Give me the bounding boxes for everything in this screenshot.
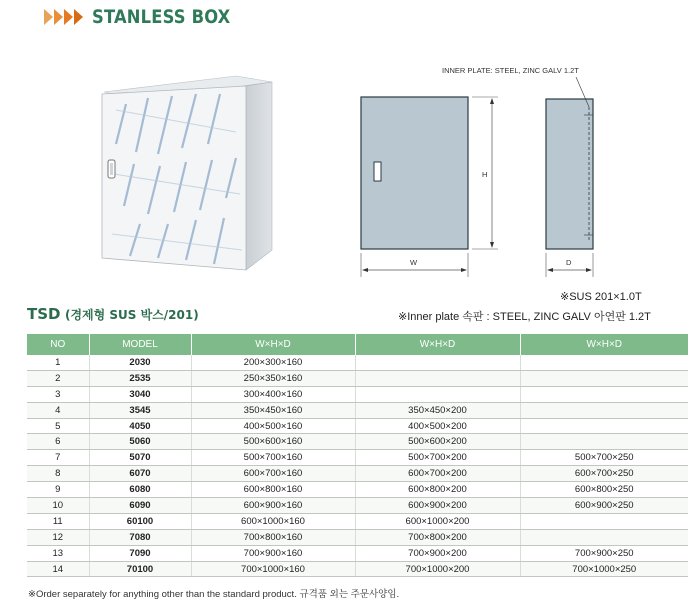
cell-model: 7090 (89, 545, 191, 561)
cell-no: 4 (27, 402, 89, 418)
cell-model: 4050 (89, 418, 191, 434)
cell-model: 7080 (89, 529, 191, 545)
cell-size-160: 350×450×160 (191, 402, 355, 418)
cell-size-250: 600×700×250 (520, 466, 688, 482)
cell-size-160: 400×500×160 (191, 418, 355, 434)
page-title: STANLESS BOX (92, 6, 231, 28)
cell-size-160: 500×600×160 (191, 434, 355, 450)
cell-size-250 (520, 434, 688, 450)
table-row (27, 418, 688, 434)
cell-size-250 (520, 513, 688, 529)
table-row (27, 529, 688, 545)
cell-size-200: 700×800×200 (355, 529, 520, 545)
cell-size-160: 250×350×160 (191, 370, 355, 386)
page-header (44, 4, 253, 30)
cell-size-200: 700×1000×200 (355, 561, 520, 577)
cell-size-160: 700×800×160 (191, 529, 355, 545)
column-header-size-160: W×H×D (191, 334, 355, 355)
cell-size-160: 600×800×160 (191, 482, 355, 498)
cell-model: 60100 (89, 513, 191, 529)
cell-no: 5 (27, 418, 89, 434)
product-photo (96, 74, 276, 272)
cell-size-160: 500×700×160 (191, 450, 355, 466)
cell-size-250: 600×800×250 (520, 482, 688, 498)
table-row (27, 450, 688, 466)
table-row (27, 370, 688, 386)
cell-model: 2535 (89, 370, 191, 386)
cell-size-250 (520, 529, 688, 545)
cell-size-250: 500×700×250 (520, 450, 688, 466)
table-row (27, 498, 688, 514)
table-row (27, 561, 688, 577)
cell-model: 6070 (89, 466, 191, 482)
cell-size-200: 400×500×200 (355, 418, 520, 434)
cell-size-160: 700×1000×160 (191, 561, 355, 577)
depth-label: D (566, 258, 572, 267)
cell-size-250 (520, 386, 688, 402)
cell-no: 11 (27, 513, 89, 529)
inner-plate-note: ※Inner plate 속판 : STEEL, ZINC GALV 아연판 1.2T (398, 311, 651, 323)
cell-size-200: 350×450×200 (355, 402, 520, 418)
cell-model: 6080 (89, 482, 191, 498)
column-header-size-250: W×H×D (520, 334, 688, 355)
cell-size-200: 500×600×200 (355, 434, 520, 450)
cell-no: 12 (27, 529, 89, 545)
column-header-size-200: W×H×D (355, 334, 520, 355)
table-row (27, 355, 688, 370)
cell-no: 3 (27, 386, 89, 402)
table-row (27, 482, 688, 498)
cell-size-160: 600×900×160 (191, 498, 355, 514)
cell-size-200: 600×1000×200 (355, 513, 520, 529)
cell-size-160: 600×700×160 (191, 466, 355, 482)
cell-size-250: 700×900×250 (520, 545, 688, 561)
table-row (27, 466, 688, 482)
cell-size-250 (520, 402, 688, 418)
cell-size-200 (355, 355, 520, 370)
cell-size-200: 500×700×200 (355, 450, 520, 466)
cell-size-200: 600×800×200 (355, 482, 520, 498)
cell-no: 8 (27, 466, 89, 482)
cell-size-200 (355, 386, 520, 402)
cell-model: 5070 (89, 450, 191, 466)
cell-no: 6 (27, 434, 89, 450)
cell-model: 3040 (89, 386, 191, 402)
table-row (27, 545, 688, 561)
footnote: ※Order separately for anything other than the standard product. 규격품 외는 주문사양임. (28, 589, 400, 600)
cell-size-250 (520, 418, 688, 434)
cell-size-200: 600×700×200 (355, 466, 520, 482)
cell-size-250: 700×1000×250 (520, 561, 688, 577)
cell-no: 13 (27, 545, 89, 561)
cell-size-200: 700×900×200 (355, 545, 520, 561)
column-header-model: MODEL (89, 334, 191, 355)
table-row (27, 434, 688, 450)
series-code: TSD (27, 305, 61, 323)
cell-size-160: 700×900×160 (191, 545, 355, 561)
cell-size-250 (520, 370, 688, 386)
cell-model: 5060 (89, 434, 191, 450)
cell-model: 6090 (89, 498, 191, 514)
dimension-drawings (340, 55, 680, 285)
cell-size-200: 600×900×200 (355, 498, 520, 514)
material-note: ※SUS 201×1.0T (560, 291, 642, 303)
cell-no: 7 (27, 450, 89, 466)
cell-no: 9 (27, 482, 89, 498)
table-row (27, 513, 688, 529)
table-row (27, 402, 688, 418)
cell-size-250 (520, 355, 688, 370)
cell-no: 1 (27, 355, 89, 370)
table-header-row (27, 334, 688, 355)
cell-size-160: 200×300×160 (191, 355, 355, 370)
table-row (27, 386, 688, 402)
cell-no: 10 (27, 498, 89, 514)
table-body (27, 355, 688, 577)
inner-plate-label: INNER PLATE: STEEL, ZINC GALV 1.2T (442, 66, 579, 75)
cell-size-250: 600×900×250 (520, 498, 688, 514)
cell-size-160: 600×1000×160 (191, 513, 355, 529)
series-description: (경제형 SUS 박스/201) (64, 308, 199, 322)
chevron-arrows-icon (44, 9, 84, 25)
cell-size-160: 300×400×160 (191, 386, 355, 402)
cell-model: 2030 (89, 355, 191, 370)
section-heading (27, 305, 199, 324)
cell-model: 70100 (89, 561, 191, 577)
width-label: W (410, 258, 418, 267)
height-label: H (482, 170, 488, 179)
cell-size-200 (355, 370, 520, 386)
column-header-no: NO (27, 334, 89, 355)
spec-table (27, 334, 688, 577)
cell-no: 2 (27, 370, 89, 386)
cell-no: 14 (27, 561, 89, 577)
cell-model: 3545 (89, 402, 191, 418)
